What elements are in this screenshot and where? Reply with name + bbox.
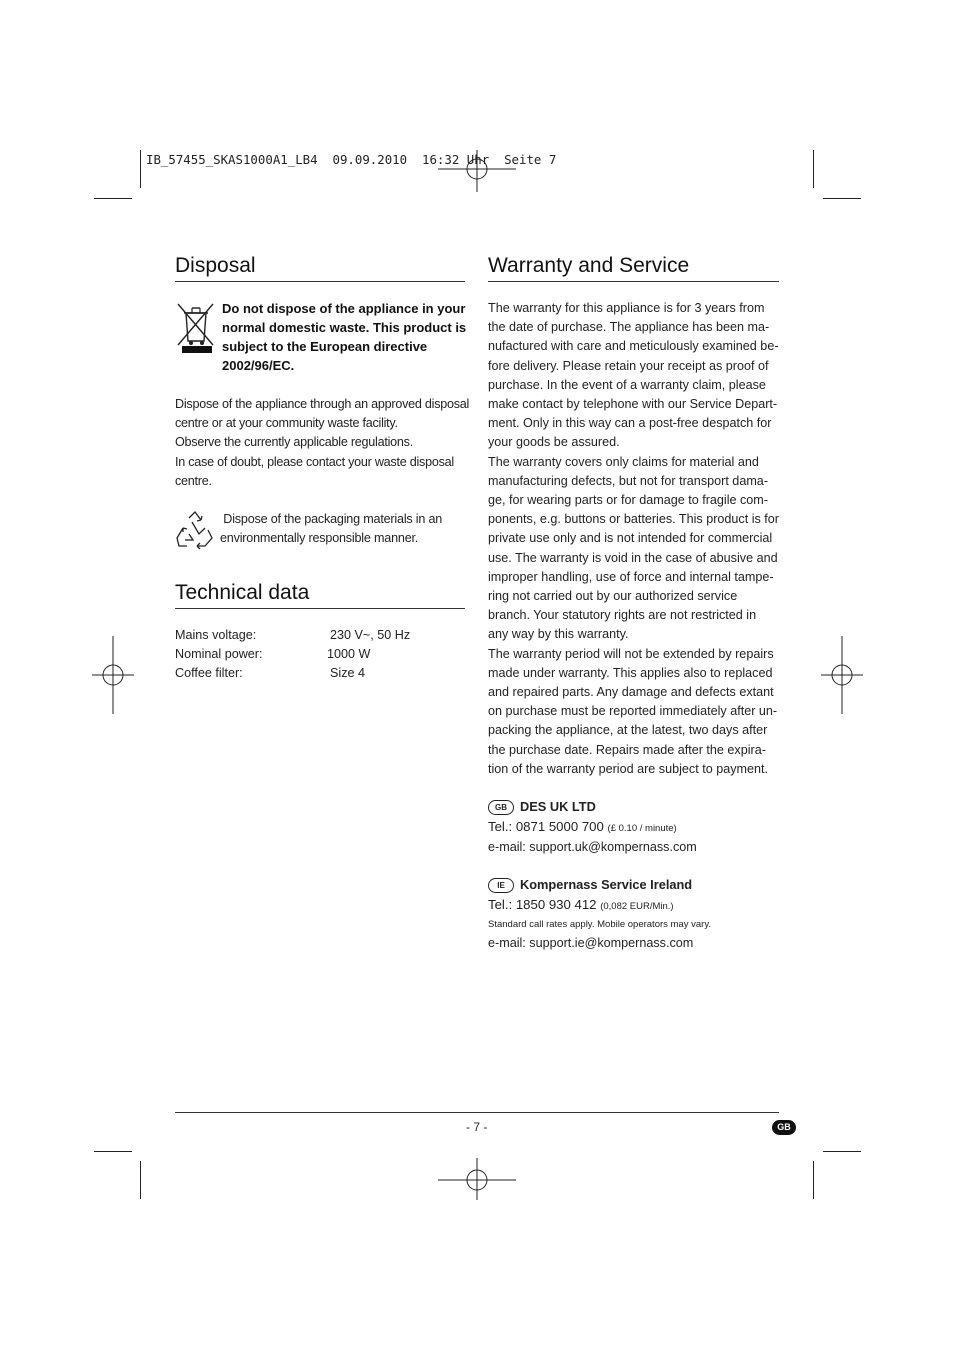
page-number: - 7 - <box>466 1120 488 1134</box>
warning-line: 2002/96/EC. <box>222 358 295 373</box>
crop-mark <box>94 1151 132 1152</box>
warranty-line: The warranty covers only claims for material and <box>488 454 759 469</box>
warranty-line: and repaired parts. Any damage and defects extant <box>488 685 774 700</box>
contact-uk <box>488 797 780 858</box>
rate-note: Standard call rates apply. Mobile operators may vary. <box>488 919 711 931</box>
crossed-bin-icon <box>176 301 216 355</box>
email-link[interactable]: e-mail: support.uk@kompernass.com <box>488 840 697 855</box>
print-slug: IB_57455_SKAS1000A1_LB4 09.09.2010 16:32 Uhr Seite 7 <box>146 152 557 167</box>
technical-data-heading: Technical data <box>175 581 310 604</box>
registration-mark-icon <box>821 636 863 714</box>
crop-mark <box>140 1161 141 1199</box>
country-badge-gb: GB <box>488 800 514 815</box>
heading-rule <box>175 281 465 282</box>
footer-rule <box>175 1112 779 1113</box>
warranty-line: fore delivery. Please retain your receipt as proof of <box>488 358 769 373</box>
warranty-line: ge, for wearing parts or for damage to fragile com- <box>488 493 768 508</box>
crop-mark <box>94 198 132 199</box>
warning-line: Do not dispose of the appliance in your <box>222 301 466 316</box>
packaging-line: environmentally responsible manner. <box>220 531 419 546</box>
call-rate: (£ 0.10 / minute) <box>607 823 677 835</box>
crop-mark <box>823 1151 861 1152</box>
warranty-line: The warranty period will not be extended by repairs <box>488 646 774 661</box>
warranty-heading: Warranty and Service <box>488 254 690 277</box>
body-line: centre or at your community waste facility. <box>175 416 398 431</box>
body-line: Observe the currently applicable regulations. <box>175 435 413 450</box>
spec-row <box>175 626 465 645</box>
company-name: Kompernass Service Ireland <box>520 877 693 892</box>
disposal-instructions <box>175 395 470 491</box>
warranty-line: tion of the warranty period are subject to payment. <box>488 761 769 776</box>
telephone: Tel.: 0871 5000 700 <box>488 819 604 835</box>
spec-value: Size 4 <box>330 666 366 680</box>
spec-label: Nominal power: <box>175 647 263 661</box>
warranty-line: packing the appliance, at the latest, two days after <box>488 723 768 738</box>
country-badge-ie: IE <box>488 878 514 893</box>
disposal-warning <box>222 299 472 375</box>
spec-label: Mains voltage: <box>175 628 257 642</box>
warranty-line: made under warranty. This applies also to replaced <box>488 665 773 680</box>
warranty-line: on purchase must be reported immediately after un- <box>488 704 778 719</box>
warranty-line: the purchase date. Repairs made after the expira- <box>488 742 766 757</box>
warranty-line: ment. Only in this way can a post-free despatch for <box>488 416 772 431</box>
body-line: In case of doubt, please contact your waste disposal <box>175 454 454 469</box>
crop-mark <box>813 1161 814 1199</box>
warranty-line: make contact by telephone with our Service Depart- <box>488 397 778 412</box>
call-rate: (0,082 EUR/Min.) <box>600 901 674 913</box>
disposal-heading: Disposal <box>175 254 256 277</box>
company-name: DES UK LTD <box>520 799 596 814</box>
email-link[interactable]: e-mail: support.ie@kompernass.com <box>488 936 694 951</box>
packaging-line: Dispose of the packaging materials in an <box>220 512 443 526</box>
warranty-line: private use only and is not intended for commercial <box>488 531 773 546</box>
body-line: Dispose of the appliance through an approved disposal <box>175 397 470 411</box>
warranty-line: the date of purchase. The appliance has been ma- <box>488 320 770 335</box>
recycling-icon <box>175 510 215 550</box>
warranty-line: improper handling, use of force and internal tampe- <box>488 569 774 584</box>
spec-value: 1000 W <box>327 647 371 661</box>
warranty-line: nufactured with care and meticulously examined be- <box>488 339 779 354</box>
spec-value: 230 V~, 50 Hz <box>330 628 411 642</box>
warranty-text <box>488 299 780 779</box>
language-badge: GB <box>772 1120 796 1135</box>
warranty-line: ponents, e.g. buttons or batteries. This product is for <box>488 512 779 527</box>
crop-mark <box>813 150 814 188</box>
warranty-line: purchase. In the event of a warranty claim, please <box>488 377 766 392</box>
warranty-line: branch. Your statutory rights are not restricted in <box>488 608 757 623</box>
warranty-line: any way by this warranty. <box>488 627 629 642</box>
contact-ie <box>488 875 780 954</box>
crop-mark <box>823 198 861 199</box>
packaging-note <box>220 510 480 548</box>
spec-row <box>175 664 465 683</box>
heading-rule <box>488 281 779 282</box>
registration-mark-icon <box>438 150 516 192</box>
warranty-line: ring not carried out by our authorized service <box>488 589 738 604</box>
warning-line: subject to the European directive <box>222 339 428 354</box>
warranty-line: manufacturing defects, but not for transport dama- <box>488 473 769 488</box>
body-line: centre. <box>175 473 212 488</box>
crop-mark <box>140 150 141 188</box>
registration-mark-icon <box>92 636 134 714</box>
spec-row <box>175 645 465 664</box>
warranty-line: use. The warranty is void in the case of abusive and <box>488 550 778 565</box>
spec-label: Coffee filter: <box>175 666 243 680</box>
warranty-line: The warranty for this appliance is for 3 years from <box>488 301 765 315</box>
heading-rule <box>175 608 465 609</box>
telephone: Tel.: 1850 930 412 <box>488 897 597 913</box>
warranty-line: your goods be assured. <box>488 435 620 450</box>
warning-line: normal domestic waste. This product is <box>222 320 467 335</box>
registration-mark-icon <box>438 1158 516 1200</box>
